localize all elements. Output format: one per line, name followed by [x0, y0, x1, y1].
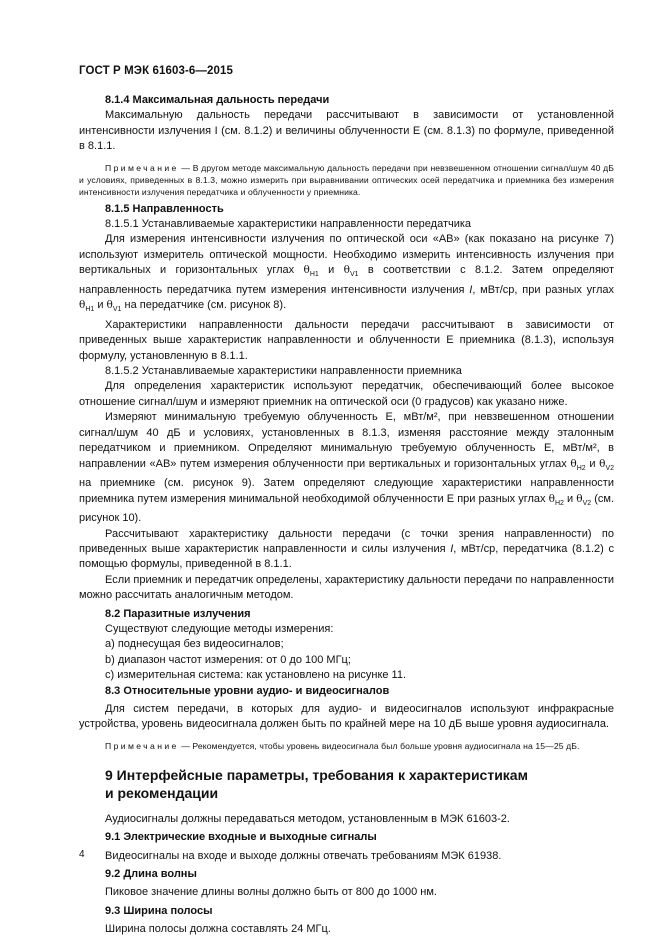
paragraph: Для систем передачи, в которых для аудио- и видеосигналов используют инфракрасные устройства, уровень видеосигнала должен быть по крайней мере на 10 дБ выше уровня аудиосигнала. [79, 702, 614, 731]
paragraph: Пиковое значение длины волны должно быть от 800 до 1000 нм. [105, 886, 437, 899]
list-item: c) измерительная система: как установлено на рисунке 11. [105, 669, 407, 682]
section-heading-9-3: 9.3 Ширина полосы [105, 904, 213, 917]
paragraph: Аудиосигналы должны передаваться методом, установленным в МЭК 61603-2. [105, 812, 510, 825]
subsection-heading-8-1-5-2: 8.1.5.2 Устанавливаемые характеристики направленности приемника [105, 365, 462, 378]
document-body [79, 93, 614, 938]
paragraph: Существуют следующие методы измерения: [105, 622, 334, 635]
paragraph: Видеосигналы на входе и выходе должны отвечать требованиям МЭК 61938. [105, 849, 502, 862]
section-heading-8-1-5: 8.1.5 Направленность [105, 202, 224, 215]
paragraph: Для определения характеристик используют передатчик, обеспечивающий более высокое отношение сигнал/шум и измеряют приемник на оптической оси (0 градусов) как указано ниже. [79, 380, 614, 408]
page-number: 4 [79, 849, 85, 860]
paragraph: Максимальную дальность передачи рассчитывают в зависимости от установленной интенсивности излучения I (см. 8.1.2) и величины облученности E (см. 8.1.3) по формуле, приведенной в 8.1.1. [79, 109, 614, 153]
paragraph: Для измерения интенсивности излучения по оптической оси «AB» (как показано на рисунке 7) используют измеритель оптической мощности. Необходимо измерить интенсивность излучения при вертикальных и горизонтальных углах $\theta_{H1}$ и $\theta_{V1}$ в соответствии с 8.1.2. Затем определяют направленность передатчика путем измерения интенсивности излучения I, мВт/ср, при разных углах $\theta_{H1}$ и $\theta_{V1}$ на передатчике (см. рисунок 8). [79, 233, 614, 314]
note: Примечание — Рекомендуется, чтобы уровень видеосигнала был больше уровня аудиосигнала на 15—25 дБ. [105, 740, 580, 751]
list-item: a) поднесущая без видеосигналов; [105, 638, 284, 651]
paragraph: Измеряют минимальную требуемую облученность E, мВт/м², при невзвешенном отношении сигнал/шум 40 дБ и условиях, установленных в 8.1.3, изменяя расстояние между эталонным передатчиком и приемником. Определяют минимальную требуемую облученность E, мВт/м², в направлении «AB» путем измерения облученности при вертикальных и горизонтальных углах $\theta_{H2}$ и $\theta_{V2}$ на приемнике (см. рисунок 9). Затем определяют следующие характеристики направленности приемника путем измерения минимальной необходимой облученности E при разных углах $\theta_{H2}$ и $\theta_{V2}$ (см. рисунок 10). [79, 411, 614, 525]
section-heading-8-2: 8.2 Паразитные излучения [105, 607, 251, 620]
section-heading-8-1-4: 8.1.4 Максимальная дальность передачи [105, 94, 330, 106]
paragraph: Характеристики направленности дальности передачи рассчитывают в зависимости от приведенных выше характеристик направленности и облученности E приемника (8.1.3), используя формулу, установленную в 8.1.1. [79, 318, 614, 362]
paragraph: Рассчитывают характеристику дальности передачи (с точки зрения направленности) по приведенных выше характеристик направленности и силы излучения I, мВт/ср, передатчика (8.1.2) с помощью формулы, приведенной в 8.1.1. [79, 527, 614, 571]
paragraph: Ширина полосы должна составлять 24 МГц. [105, 923, 331, 936]
section-heading-8-3: 8.3 Относительные уровни аудио- и видеосигналов [105, 684, 390, 697]
paragraph: Если приемник и передатчик определены, характеристику дальности передачи по направленности можно рассчитать аналогичным методом. [79, 573, 614, 602]
section-heading-9: 9 Интерфейсные параметры, требования к характеристикам и рекомендации [105, 766, 528, 801]
document-header: ГОСТ Р МЭК 61603-6—2015 [79, 65, 233, 77]
subsection-heading-8-1-5-1: 8.1.5.1 Устанавливаемые характеристики направленности передатчика [105, 218, 472, 231]
section-heading-9-1: 9.1 Электрические входные и выходные сигналы [105, 831, 377, 844]
note: Примечание — В другом методе максимальную дальность передачи при невзвешенном отношении сигнал/шум 40 дБ и условиях, приведенных в 8.1.3, можно измерить при выравнивании оптических осей передатчика и приемника без измерения интенсивности излучения передатчика и облученности у приемника. [79, 162, 614, 197]
section-heading-9-2: 9.2 Длина волны [105, 868, 197, 880]
list-item: b) диапазон частот измерения: от 0 до 100 МГц; [105, 653, 351, 666]
